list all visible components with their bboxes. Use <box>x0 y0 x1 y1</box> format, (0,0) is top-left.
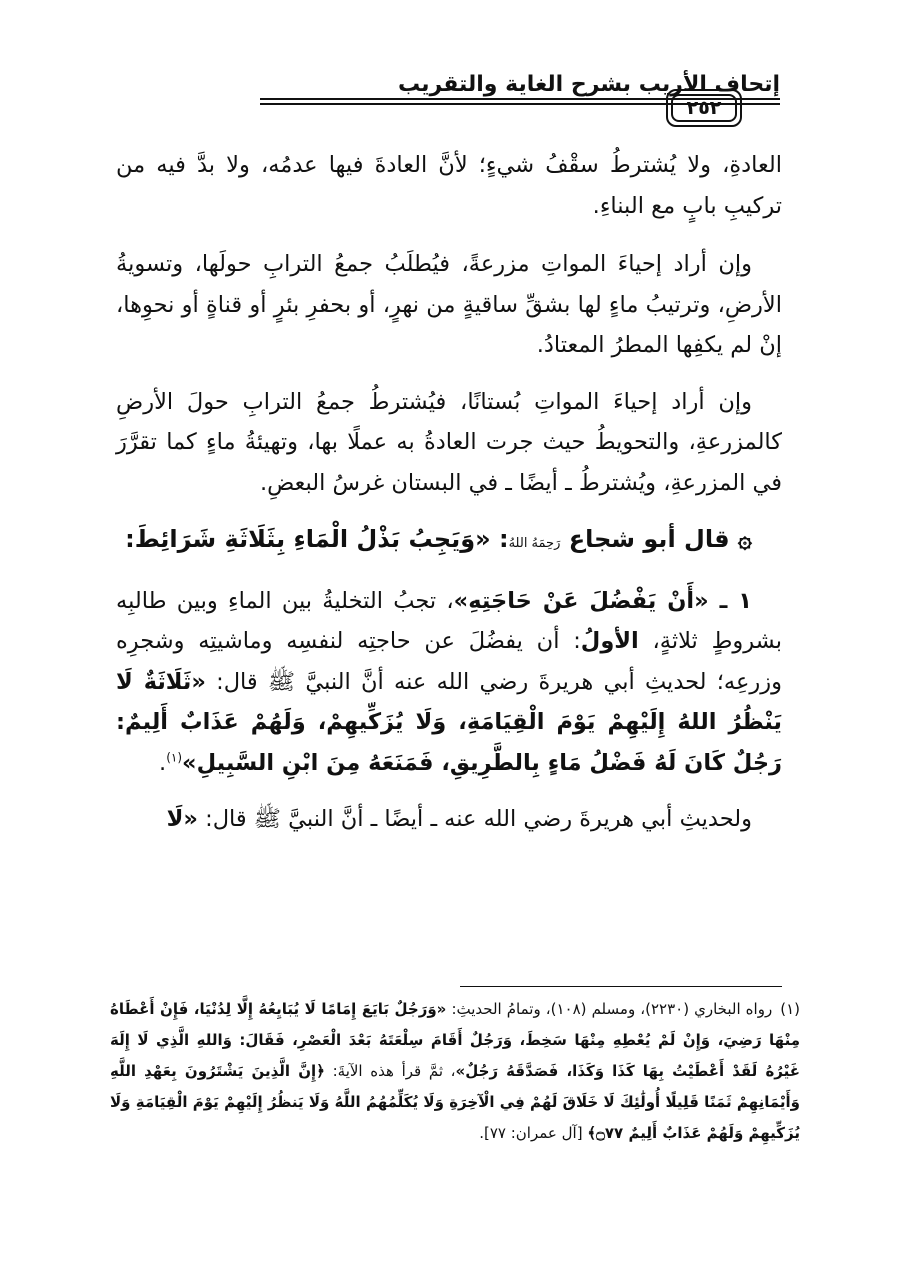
footnote-separator <box>460 986 782 987</box>
text-run: : أن يفضُلَ عن حاجتِه لنفسِه وماشيتِه وشجرِه وزرعِه؛ لحديثِ أبي هريرةَ رضي الله عنه أنَّ النبيَّ ﷺ قال: <box>116 628 782 695</box>
footnote-text: ، ثمَّ قرأ هذه الآيةَ: <box>324 1062 456 1080</box>
footnote-hadith: «وَرَجُلٌ بَايَعَ إِمَامًا لَا يُبَايِعُهُ إِلَّا لِدُنْيَا، فَإِنْ أَعْطَاهُ مِنْهَا رَضِيَ، وَإِنْ لَمْ يُعْطِهِ مِنْهَا سَخِطَ، وَرَجُلٌ أَقَامَ سِلْعَتَهُ بَعْدَ الْعَصْرِ، فَقَالَ: وَاللهِ الَّذِي لَا إِلَهَ غَيْرُهُ لَقَدْ أَعْطَيْتُ بِهَا كَذَا وَكَذَا، فَصَدَّقَهُ رَجُلٌ» <box>110 1000 800 1080</box>
footnote-ref[interactable]: (١) <box>166 750 183 764</box>
page-number-frame <box>666 89 742 127</box>
footnote <box>110 994 800 1149</box>
paragraph-6 <box>116 799 782 840</box>
item-number: ١ ـ <box>708 587 752 614</box>
paragraph-condition-1: ١ ـ «أَنْ يَفْضُلَ عَنْ حَاجَتِهِ»، تجبُ التخليةُ بين الماءِ وبين طالبِه بشروطٍ ثلاثةٍ، الأولُ: أن يفضُلَ عن حاجتِه لنفسِه وماشيتِه وشجرِه وزرعِه؛ لحديثِ أبي هريرةَ رضي الله عنه أنَّ النبيَّ ﷺ قال: «ثَلَاثَةٌ لَا يَنْظُرُ اللهُ إِلَيْهِمْ يَوْمَ الْقِيَامَةِ، وَلَا يُزَكِّيهِمْ، وَلَهُمْ عَذَابٌ أَلِيمٌ: رَجُلٌ كَانَ لَهُ فَضْلُ مَاءٍ بِالطَّرِيقِ، فَمَنَعَهُ مِنَ ابْنِ السَّبِيلِ»$^{(١)}$. <box>116 587 782 776</box>
first-label: الأولُ <box>580 628 639 654</box>
matn-quote: «أَنْ يَفْضُلَ عَنْ حَاجَتِهِ» <box>453 587 709 614</box>
paragraph-3: وإن أراد إحياءَ المواتِ بُستانًا، فيُشترطُ جمعُ الترابِ حولَ الأرضِ كالمزرعةِ، والتحويطُ حيث جرت العادةُ به عملًا بها، وتهيئةُ ماءٍ كما تقرَّرَ في المزرعةِ، ويُشترطُ ـ أيضًا ـ في البستان غرسُ البعضِ. <box>116 388 782 496</box>
paragraph-1: العادةِ، ولا يُشترطُ سقْفُ شيءٍ؛ لأنَّ العادةَ فيها عدمُه، ولا بدَّ فيه من تركيبِ بابٍ مع البناءِ. <box>116 152 782 219</box>
honorific: رَحِمَهُ اللهُ <box>508 536 561 551</box>
text-run: ، تجبُ التخليةُ بين الماءِ وبين طالبِه بشروطٍ ثلاثةٍ، <box>116 587 782 654</box>
main-text <box>116 145 782 856</box>
text-run: ولحديثِ أبي هريرةَ رضي الله عنه ـ أيضًا ـ أنَّ النبيَّ ﷺ قال: <box>197 806 752 832</box>
header-rule <box>260 103 668 105</box>
hadith-quote: «لَا <box>166 806 198 832</box>
footnote-1 <box>110 994 800 1149</box>
running-header-title: إتحاف الأريب بشرح الغاية والتقريب <box>397 72 780 97</box>
heading-prefix: ۞ قال أبو شجاع <box>568 525 752 553</box>
heading-quote: : «وَيَجِبُ بَذْلُ الْمَاءِ بِثَلَاثَةِ شَرَائِطَ: <box>125 525 509 553</box>
footnote-text: رواه البخاري (٢٢٣٠)، ومسلم (١٠٨)، وتمامُ الحديثِ: <box>446 1000 773 1018</box>
footnote-number: (١) <box>780 1000 800 1018</box>
paragraph-2: وإن أراد إحياءَ المواتِ مزرعةً، فيُطلَبُ جمعُ الترابِ حولَها، وتسويةُ الأرضِ، وترتيبُ ماءٍ لها بشقِّ ساقيةٍ من نهرٍ، أو بحفرِ بئرٍ أو قناةٍ أو نحوِها، إنْ لم يكفِها المطرُ المعتادُ. <box>116 251 782 358</box>
page-number: ٢٥٢ <box>671 94 737 122</box>
quran-verse: ﴿إِنَّ الَّذِينَ يَشْتَرُونَ بِعَهْدِ اللَّهِ وَأَيْمَانِهِمْ ثَمَنًا قَلِيلًا أُولَٰئِكَ لَا خَلَاقَ لَهُمْ فِي الْآخِرَةِ وَلَا يُكَلِّمُهُمُ اللَّهُ وَلَا يَنظُرُ إِلَيْهِمْ يَوْمَ الْقِيَامَةِ وَلَا يُزَكِّيهِمْ وَلَهُمْ عَذَابٌ أَلِيمٌ ۝٧٧﴾ <box>110 1062 800 1142</box>
header-rule <box>260 98 668 100</box>
matn-heading <box>116 519 782 565</box>
verse-reference: [آل عمران: ٧٧]. <box>479 1124 588 1142</box>
hadith-quote: «ثَلَاثَةٌ لَا يَنْظُرُ اللهُ إِلَيْهِمْ يَوْمَ الْقِيَامَةِ، وَلَا يُزَكِّيهِمْ، وَلَهُمْ عَذَابٌ أَلِيمٌ: رَجُلٌ كَانَ لَهُ فَضْلُ مَاءٍ بِالطَّرِيقِ، فَمَنَعَهُ مِنَ ابْنِ السَّبِيلِ» <box>116 668 782 776</box>
